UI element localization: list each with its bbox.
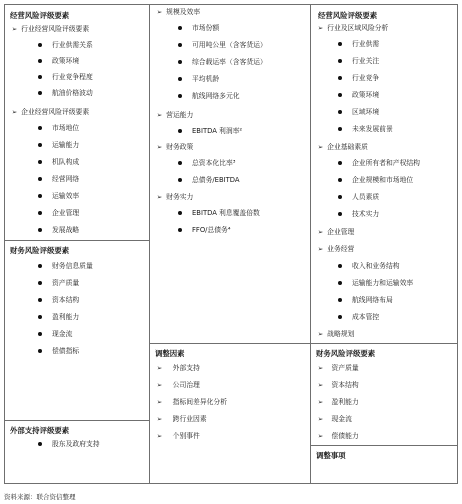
row-divider-right — [149, 343, 458, 344]
list-item: 盈利能力 — [38, 313, 79, 322]
col3-strategy-label: ➢ 战略规划 — [317, 330, 355, 338]
list-item: ➢ 资本结构 — [317, 381, 359, 389]
bullet-icon — [38, 160, 42, 164]
bullet-icon — [338, 161, 342, 165]
triangle-marker-icon: ➢ — [156, 111, 163, 119]
bullet-icon — [38, 315, 42, 319]
bullet-icon — [338, 42, 342, 46]
list-item: 财务信息质量 — [38, 262, 93, 271]
triangle-marker-icon: ➢ — [156, 143, 163, 151]
list-item: ➢ 指标间差异化分析 — [156, 398, 228, 406]
bullet-icon — [38, 177, 42, 181]
source-note: 资料来源：联合资信整理 — [4, 493, 76, 501]
bullet-icon — [338, 59, 342, 63]
row-divider-col1-a — [4, 240, 149, 241]
bullet-icon — [38, 228, 42, 232]
list-item: ➢ 个别事件 — [156, 432, 200, 440]
list-item: 可用吨公里（含客货运） — [178, 41, 267, 50]
list-item: 运输能力和运输效率 — [338, 279, 413, 288]
list-item: ➢ 资产质量 — [317, 364, 359, 372]
triangle-marker-icon: ➢ — [317, 24, 324, 32]
list-item: 行业供需 — [338, 40, 379, 49]
list-item: ➢ 盈利能力 — [317, 398, 359, 406]
list-item: 市场地位 — [38, 124, 79, 133]
bullet-icon — [178, 178, 182, 182]
bullet-icon — [338, 212, 342, 216]
triangle-marker-icon: ➢ — [317, 415, 324, 423]
triangle-marker-icon: ➢ — [156, 398, 163, 406]
list-item: 政策环境 — [38, 57, 79, 66]
bullet-icon — [338, 281, 342, 285]
col2-scale-label: ➢ 规模及效率 — [156, 8, 201, 16]
bullet-icon — [38, 43, 42, 47]
bullet-icon — [338, 93, 342, 97]
bullet-icon — [178, 94, 182, 98]
list-item: 总资本化比率³ — [178, 159, 236, 168]
triangle-marker-icon: ➢ — [317, 228, 324, 236]
list-item: 平均机龄 — [178, 75, 219, 84]
bullet-icon — [38, 264, 42, 268]
list-item: 技术实力 — [338, 210, 379, 219]
triangle-marker-icon: ➢ — [156, 415, 163, 423]
list-item: 政策环境 — [338, 91, 379, 100]
bullet-icon — [338, 76, 342, 80]
bullet-icon — [38, 75, 42, 79]
col3-financial-title: 财务风险评级要素 — [316, 349, 376, 358]
bullet-icon — [38, 59, 42, 63]
triangle-marker-icon: ➢ — [156, 8, 163, 16]
list-item: EBITDA 利润率² — [178, 127, 242, 136]
bullet-icon — [38, 91, 42, 95]
triangle-marker-icon: ➢ — [317, 398, 324, 406]
triangle-marker-icon: ➢ — [317, 381, 324, 389]
bullet-icon — [178, 43, 182, 47]
col1-industry-label: ➢ 行业经营风险评级要素 — [11, 25, 90, 33]
bullet-icon — [38, 211, 42, 215]
list-item: 偿债指标 — [38, 347, 79, 356]
triangle-marker-icon: ➢ — [317, 245, 324, 253]
list-item: ➢ 外部支持 — [156, 364, 200, 372]
bullet-icon — [38, 281, 42, 285]
col2-strength-label: ➢ 财务实力 — [156, 193, 194, 201]
col3-mgmt-label: ➢ 企业管理 — [317, 228, 355, 236]
triangle-marker-icon: ➢ — [11, 108, 18, 116]
bullet-icon — [38, 442, 42, 446]
list-item: 人员素质 — [338, 193, 379, 202]
col1-enterprise-label: ➢ 企业经营风险评级要素 — [11, 108, 90, 116]
list-item: 航油价格波动 — [38, 89, 93, 98]
bullet-icon — [178, 228, 182, 232]
list-item: ➢ 偿债能力 — [317, 432, 359, 440]
list-item: 股东及政府支持 — [38, 440, 100, 449]
list-item: 企业管理 — [38, 209, 79, 218]
bullet-icon — [338, 127, 342, 131]
col1-operating-title: 经营风险评级要素 — [10, 11, 70, 20]
triangle-marker-icon: ➢ — [317, 364, 324, 372]
list-item: 收入和业务结构 — [338, 262, 400, 271]
bullet-icon — [38, 332, 42, 336]
list-item: 运输效率 — [38, 192, 79, 201]
bullet-icon — [178, 77, 182, 81]
bullet-icon — [338, 178, 342, 182]
bullet-icon — [338, 264, 342, 268]
bullet-icon — [38, 143, 42, 147]
list-item: 行业竞争程度 — [38, 73, 93, 82]
col-divider-2 — [310, 4, 311, 484]
list-item: FFO/总债务⁴ — [178, 226, 231, 235]
triangle-marker-icon: ➢ — [156, 364, 163, 372]
list-item: 行业供需关系 — [38, 41, 93, 50]
list-item: 经营网络 — [38, 175, 79, 184]
list-item: 现金流 — [38, 330, 72, 339]
col3-operating-title: 经营风险评级要素 — [318, 11, 378, 20]
list-item: 航线网络多元化 — [178, 92, 240, 101]
list-item: 企业规模和市场地位 — [338, 176, 413, 185]
bullet-icon — [178, 26, 182, 30]
col2-policy-label: ➢ 财务政策 — [156, 143, 194, 151]
list-item: 资产质量 — [38, 279, 79, 288]
list-item: ➢ 现金流 — [317, 415, 352, 423]
row-divider-col3 — [310, 445, 458, 446]
list-item: 运输能力 — [38, 141, 79, 150]
bullet-icon — [178, 60, 182, 64]
col3-biz-label: ➢ 业务经营 — [317, 245, 355, 253]
list-item: 机队构成 — [38, 158, 79, 167]
bullet-icon — [338, 195, 342, 199]
bullet-icon — [178, 129, 182, 133]
triangle-marker-icon: ➢ — [317, 432, 324, 440]
list-item: EBITDA 利息覆盖倍数 — [178, 209, 260, 218]
list-item: 市场份额 — [178, 24, 219, 33]
list-item: 综合载运率（含客货运） — [178, 58, 267, 67]
col3-basic-label: ➢ 企业基础素质 — [317, 143, 368, 151]
list-item: ➢ 公司治理 — [156, 381, 200, 389]
bullet-icon — [338, 315, 342, 319]
row-divider-col1-b — [4, 420, 149, 421]
col2-adjust-title: 调整因素 — [155, 349, 185, 358]
bullet-icon — [38, 298, 42, 302]
bullet-icon — [38, 349, 42, 353]
col1-external-title: 外部支持评级要素 — [10, 426, 70, 435]
list-item: 资本结构 — [38, 296, 79, 305]
list-item: 行业竞争 — [338, 74, 379, 83]
col3-adjust-title: 调整事项 — [316, 451, 346, 460]
list-item: 未来发展前景 — [338, 125, 393, 134]
bullet-icon — [178, 211, 182, 215]
list-item: 企业所有者和产权结构 — [338, 159, 420, 168]
triangle-marker-icon: ➢ — [317, 330, 324, 338]
col1-financial-title: 财务风险评级要素 — [10, 246, 70, 255]
list-item: 区域环境 — [338, 108, 379, 117]
list-item: 成本管控 — [338, 313, 379, 322]
col2-profit-label: ➢ 营运能力 — [156, 111, 194, 119]
bullet-icon — [38, 126, 42, 130]
triangle-marker-icon: ➢ — [156, 432, 163, 440]
triangle-marker-icon: ➢ — [156, 193, 163, 201]
col-divider-1 — [149, 4, 150, 484]
list-item: 总债务/EBITDA — [178, 176, 240, 185]
list-item: ➢ 跨行业因素 — [156, 415, 207, 423]
bullet-icon — [38, 194, 42, 198]
list-item: 发展战略 — [38, 226, 79, 235]
triangle-marker-icon: ➢ — [317, 143, 324, 151]
bullet-icon — [178, 161, 182, 165]
bullet-icon — [338, 110, 342, 114]
triangle-marker-icon: ➢ — [11, 25, 18, 33]
list-item: 航线网络布局 — [338, 296, 393, 305]
triangle-marker-icon: ➢ — [156, 381, 163, 389]
bullet-icon — [338, 298, 342, 302]
col3-region-label: ➢ 行业及区域风险分析 — [317, 24, 389, 32]
list-item: 行业关注 — [338, 57, 379, 66]
